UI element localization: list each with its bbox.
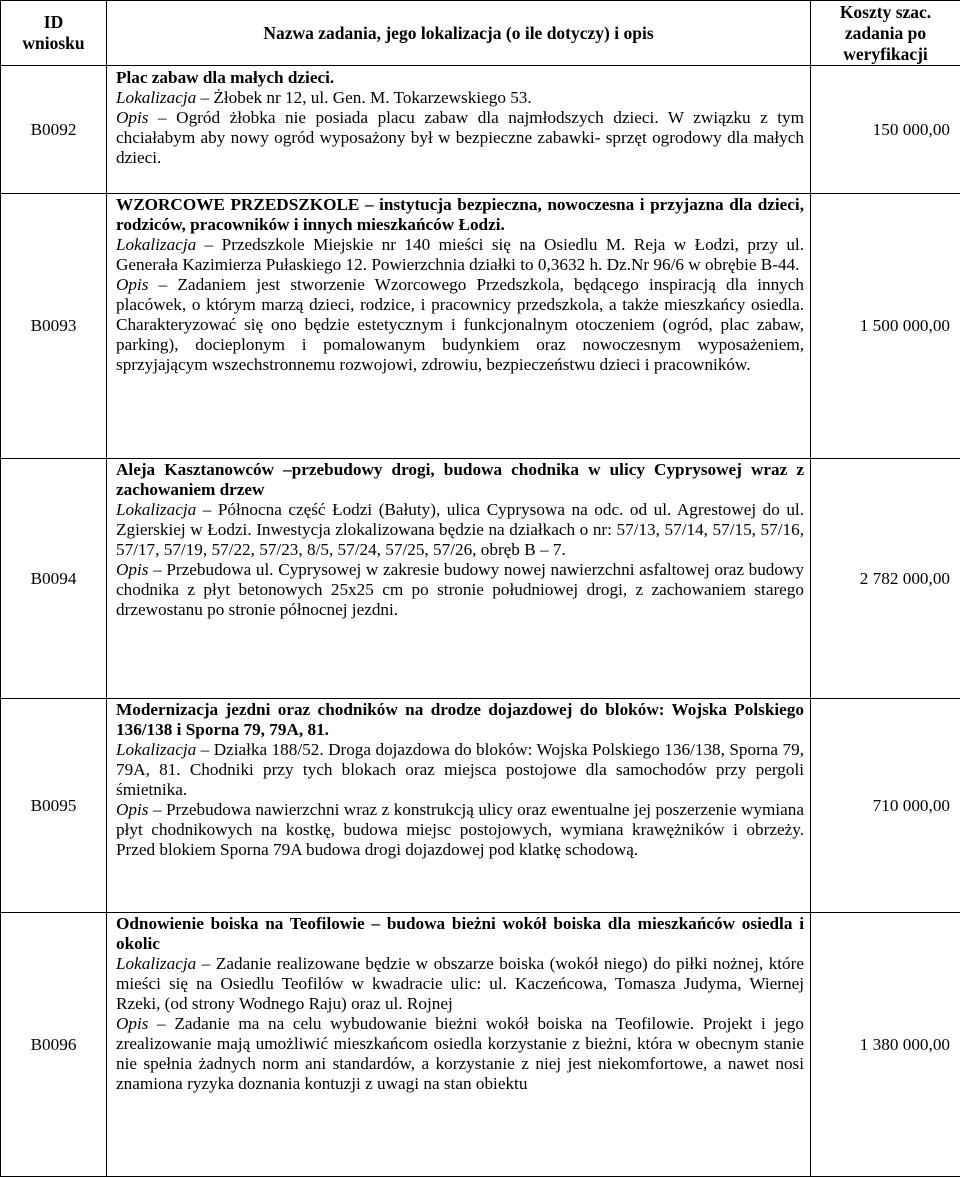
row-content — [107, 66, 811, 194]
header-cost-line3: weryfikacji — [843, 43, 928, 64]
row-title: Plac zabaw dla małych dzieci. — [116, 68, 335, 87]
location-text: Północna część Łodzi (Bałuty), ulica Cyprysowa na odc. od ul. Agrestowej do ul. Zgierskiej w Łodzi. Inwestycja zlokalizowana będzie na działkach o nr: 57/13, 57/14, 57/15, 57/16, 57/17, 57/19, 57/22, 57/23, 8/5, 57/24, 57/25, 57/26, obręb B – 7. — [116, 500, 804, 559]
table-row — [1, 913, 960, 1177]
row-content — [107, 699, 811, 913]
description-label: Opis — [116, 275, 149, 294]
row-content — [107, 913, 811, 1177]
row-cost: 1 380 000,00 — [811, 913, 960, 1177]
row-description: Opis – Ogród żłobka nie posiada placu zabaw dla najmłodszych dzieci. W związku z tym chciałabym aby nowy ogród wyposażony był w bezpieczne zabawki- sprzęt ogrodowy dla małych dzieci. — [116, 108, 805, 167]
location-text: Zadanie realizowane będzie w obszarze boiska (wokół niego) do piłki nożnej, które mieści się na Osiedlu Teofilów w kwadracie ulic: ul. Kaczeńcowa, Tomasza Judyma, Wiernej Rzeki, (od strony Wodnego Raju) oraz ul. Rojnej — [116, 954, 805, 1013]
description-label: Opis — [116, 560, 149, 579]
location-label: Lokalizacja — [116, 235, 197, 254]
row-id: B0094 — [1, 459, 107, 699]
description-text: Przebudowa nawierzchni wraz z konstrukcją ulicy oraz ewentualne jej poszerzenie wymiana płyt chodnikowych na kostkę, budowa miejsc postojowych, wymiana krawężników i obrzeży. Przed blokiem Sporna 79A budowa drogi dojazdowej pod klatkę schodową. — [116, 800, 805, 859]
table-header-row — [1, 1, 960, 66]
header-id — [1, 1, 107, 66]
location-text: Przedszkole Miejskie nr 140 mieści się na Osiedlu M. Reja w Łodzi, przy ul. Generała Kazimierza Pułaskiego 12. Powierzchnia działki to 0,3632 h. Dz.Nr 96/6 w obrębie B-44. — [116, 235, 804, 274]
row-location: Lokalizacja – Północna część Łodzi (Bałuty), ulica Cyprysowa na odc. od ul. Agrestowej do ul. Zgierskiej w Łodzi. Inwestycja zlokalizowana będzie na działkach o nr: 57/13, 57/14, 57/15, 57/16, 57/17, 57/19, 57/22, 57/23, 8/5, 57/24, 57/25, 57/26, obręb B – 7. — [116, 500, 804, 559]
table-row — [1, 699, 960, 913]
row-location: Lokalizacja – Działka 188/52. Droga dojazdowa do bloków: Wojska Polskiego 136/138, Sporna 79, 79A, 81. Chodniki przy tych blokach oraz miejsca postojowe dla samochodów przy pergoli śmietnika. — [116, 740, 804, 799]
row-description: Opis – Przebudowa ul. Cyprysowej w zakresie budowy nowej nawierzchni asfaltowej oraz budowy chodnika z płyt betonowych 25x25 cm po stronie południowej drogi, z zachowaniem starego drzewostanu po stronie północnej jezdni. — [116, 560, 804, 619]
table-row — [1, 459, 960, 699]
row-location: Lokalizacja – Przedszkole Miejskie nr 140 mieści się na Osiedlu M. Reja w Łodzi, przy ul. Generała Kazimierza Pułaskiego 12. Powierzchnia działki to 0,3632 h. Dz.Nr 96/6 w obrębie B-44. — [116, 235, 804, 274]
location-label: Lokalizacja — [116, 500, 197, 519]
location-label: Lokalizacja — [116, 740, 197, 759]
description-label: Opis — [116, 1014, 149, 1033]
header-name: Nazwa zadania, jego lokalizacja (o ile dotyczy) i opis — [107, 1, 811, 66]
header-cost-line1: Koszty szac. — [839, 1, 932, 22]
row-location: Lokalizacja – Zadanie realizowane będzie w obszarze boiska (wokół niego) do piłki nożnej, które mieści się na Osiedlu Teofilów w kwadracie ulic: ul. Kaczeńcowa, Tomasza Judyma, Wiernej Rzeki, (od strony Wodnego Raju) oraz ul. Rojnej — [116, 954, 805, 1013]
location-text: Działka 188/52. Droga dojazdowa do bloków: Wojska Polskiego 136/138, Sporna 79, 79A, 81. Chodniki przy tych blokach oraz miejsca postojowe dla samochodów przy pergoli śmietnika. — [116, 740, 804, 799]
row-id: B0095 — [1, 699, 107, 913]
row-title: Odnowienie boiska na Teofilowie – budowa bieżni wokół boiska dla mieszkańców osiedla i okolic — [116, 914, 804, 953]
header-id-line1: ID — [43, 12, 64, 32]
row-location: Lokalizacja – Żłobek nr 12, ul. Gen. M. Tokarzewskiego 53. — [116, 88, 532, 107]
description-label: Opis — [116, 108, 149, 127]
location-label: Lokalizacja — [116, 88, 197, 107]
row-content — [107, 459, 811, 699]
row-cost: 150 000,00 — [811, 66, 960, 194]
row-content — [107, 194, 811, 459]
row-title: WZORCOWE PRZEDSZKOLE – instytucja bezpieczna, nowoczesna i przyjazna dla dzieci, rodziców, pracowników i innych mieszkańców Łodzi. — [116, 195, 804, 234]
location-text: Żłobek nr 12, ul. Gen. M. Tokarzewskiego 53. — [213, 88, 532, 107]
description-text: Przebudowa ul. Cyprysowej w zakresie budowy nowej nawierzchni asfaltowej oraz budowy chodnika z płyt betonowych 25x25 cm po stronie południowej drogi, z zachowaniem starego drzewostanu po stronie północnej jezdni. — [116, 560, 804, 619]
location-label: Lokalizacja — [116, 954, 197, 973]
row-cost: 1 500 000,00 — [811, 194, 960, 459]
row-description: Opis – Przebudowa nawierzchni wraz z konstrukcją ulicy oraz ewentualne jej poszerzenie wymiana płyt chodnikowych na kostkę, budowa miejsc postojowych, wymiana krawężników i obrzeży. Przed blokiem Sporna 79A budowa drogi dojazdowej pod klatkę schodową. — [116, 800, 805, 859]
header-cost — [811, 1, 960, 66]
row-title: Modernizacja jezdni oraz chodników na drodze dojazdowej do bloków: Wojska Polskiego 136/138 i Sporna 79, 79A, 81. — [116, 700, 804, 739]
table-row — [1, 194, 960, 459]
description-text: Ogród żłobka nie posiada placu zabaw dla najmłodszych dzieci. W związku z tym chciałabym aby nowy ogród wyposażony był w bezpieczne zabawki- sprzęt ogrodowy dla małych dzieci. — [116, 108, 805, 167]
row-description: Opis – Zadaniem jest stworzenie Wzorcowego Przedszkola, będącego inspiracją dla innych placówek, o którym marzą dzieci, rodzice, i pracownicy przedszkola, a także mieszkańcy osiedla. Charakteryzować się ono będzie estetycznym i funkcjonalnym otoczeniem (ogród, plac zabaw, parking), docieplonym i pomalowanym budynkiem oraz nowoczesnym wyposażeniem, sprzyjającym wszechstronnemu rozwojowi, zdrowiu, bezpieczeństwu dzieci i pracowników. — [116, 275, 804, 374]
header-cost-line2: zadania po — [844, 22, 927, 43]
row-title: Aleja Kasztanowców –przebudowy drogi, budowa chodnika w ulicy Cyprysowej wraz z zachowaniem drzew — [116, 460, 804, 499]
description-label: Opis — [116, 800, 149, 819]
row-id: B0096 — [1, 913, 107, 1177]
description-text: Zadaniem jest stworzenie Wzorcowego Przedszkola, będącego inspiracją dla innych placówek, o którym marzą dzieci, rodzice, i pracownicy przedszkola, a także mieszkańcy osiedla. Charakteryzować się ono będzie estetycznym i funkcjonalnym otoczeniem (ogród, plac zabaw, parking), docieplonym i pomalowanym budynkiem oraz nowoczesnym wyposażeniem, sprzyjającym wszechstronnemu rozwojowi, zdrowiu, bezpieczeństwu dzieci i pracowników. — [116, 275, 804, 374]
row-id: B0092 — [1, 66, 107, 194]
header-id-line2: wniosku — [22, 33, 85, 53]
description-text: Zadanie ma na celu wybudowanie bieżni wokół boiska na Teofilowie. Projekt i jego zrealizowanie mają umożliwić mieszkańcom osiedla korzystanie z bieżni, która w obecnym stanie nie spełnia żadnych norm ani standardów, a korzystanie z niej jest niekomfortowe, a nawet nosi znamiona ryzyka doznania kontuzji z uwagi na stan obiektu — [116, 1014, 804, 1093]
row-description: Opis – Zadanie ma na celu wybudowanie bieżni wokół boiska na Teofilowie. Projekt i jego zrealizowanie mają umożliwić mieszkańcom osiedla korzystanie z bieżni, która w obecnym stanie nie spełnia żadnych norm ani standardów, a korzystanie z niej jest niekomfortowe, a nawet nosi znamiona ryzyka doznania kontuzji z uwagi na stan obiektu — [116, 1014, 804, 1093]
row-id: B0093 — [1, 194, 107, 459]
table-row — [1, 66, 960, 194]
row-cost: 710 000,00 — [811, 699, 960, 913]
row-cost: 2 782 000,00 — [811, 459, 960, 699]
